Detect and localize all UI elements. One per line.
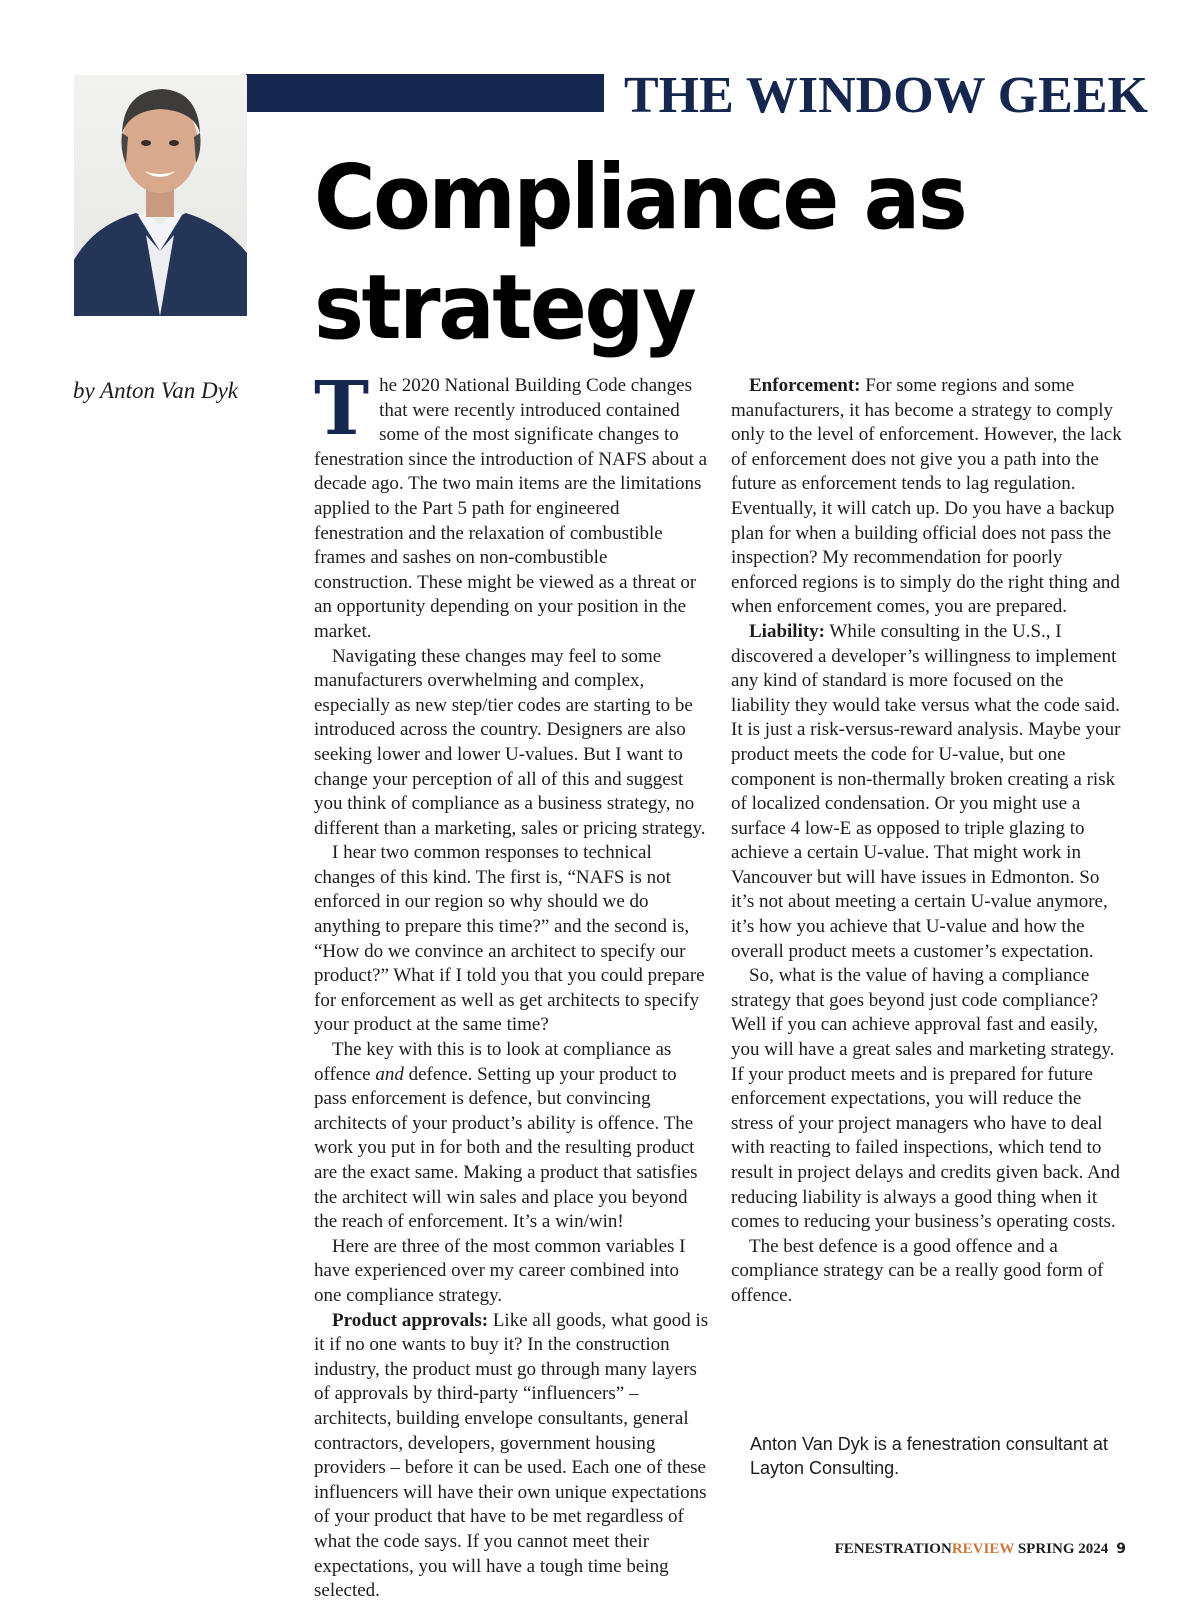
page-number: 9 — [1116, 1541, 1126, 1557]
article-paragraph: So, what is the value of having a compliance strategy that goes beyond just code compliance? Well if you can achieve approval fast and easily, you will have a great sales and marketing strategy. If your product meets and is prepared for future enforcement expectations, you will reduce the stress of your project managers who have to deal with reacting to failed inspections, which tend to result in project delays and credits given back. And reducing liability is always a good thing when it comes to reducing your business’s operating costs. — [731, 965, 1120, 1233]
article-headline: Compliance as strategy — [314, 145, 966, 360]
section-label: THE WINDOW GEEK — [624, 67, 1148, 124]
article-paragraph: Liability: While consulting in the U.S., I discovered a developer’s willingness to implement any kind of standard is more focused on the liability they would take versus what the code said. It is just a risk-versus-reward analysis. Maybe your product meets the code for U-value, but one component is non-thermally broken creating a risk of localized condensation. Or you might use a surface 4 low-E as opposed to triple glazing to achieve a certain U-value. That might work in Vancouver but will have issues in Edmonton. So it’s not about meeting a certain U-value anymore, it’s how you achieve that U-value and how the overall product meets a customer’s expectation. — [731, 620, 1121, 962]
footer-brand: FENESTRATION — [834, 1541, 952, 1557]
section-header-bar — [246, 74, 604, 112]
lead-in-enforcement: Enforcement: — [749, 375, 861, 396]
article-paragraph: The 2020 National Building Code changes that were recently introduced contained some of the most significate changes to fenestration since the introduction of NAFS about a decade ago. The two main items are the limitations applied to the Part 5 path for engineered fenestration and the relaxation of combustible frames and sashes on non-combustible construction. These might be viewed as a threat or an opportunity depending on your position in the market. — [314, 366, 708, 642]
lead-in-liability: Liability: — [749, 620, 826, 642]
footer-issue: SPRING 2024 — [1014, 1541, 1109, 1557]
article-paragraph: Product approvals: Like all goods, what good is it if no one wants to buy it? In the construction industry, the product must go through many layers of approvals by third-party “influencers” – architects, building envelope consultants, general contractors, developers, government housing providers – before it can be used. Each one of these influencers will have their own unique expectations of your product that have to be met regardless of what the code says. If you cannot meet their expectations, you will have a tough time being selected. — [314, 1309, 709, 1602]
lead-in-product-approvals: Product approvals: — [332, 1309, 489, 1331]
author-photo — [74, 75, 247, 316]
footer-brand-accent: REVIEW — [951, 1541, 1015, 1557]
drop-cap: T — [314, 366, 370, 452]
author-bio: Anton Van Dyk is a fenestration consultant at Layton Consulting. — [750, 1434, 1108, 1478]
article-paragraph: Navigating these changes may feel to some manufacturers overwhelming and complex, especially as new step/tier codes are starting to be introduced across the country. Designers are also seeking lower and lower U-values. But I want to change your perception of all of this and suggest you think of compliance as a business strategy, no different than a marketing, sales or pricing strategy. — [314, 645, 706, 839]
article-paragraph: Here are three of the most common variables I have experienced over my career combined into one compliance strategy. — [314, 1235, 686, 1306]
byline: by Anton Van Dyk — [73, 378, 239, 403]
article-column-right — [731, 374, 1127, 1309]
article-paragraph: The best defence is a good offence and a compliance strategy can be a really good form of offence. — [731, 1235, 1104, 1306]
article-column-left — [314, 366, 710, 1604]
page-footer — [835, 1540, 1126, 1558]
article-paragraph: The key with this is to look at compliance as offence and defence. Setting up your product to pass enforcement is defence, but convincing architects of your product’s ability is offence. The work you put in for both and the resulting product are the exact same. Making a product that satisfies the architect will win sales and place you beyond the reach of enforcement. It’s a win/win! — [314, 1039, 698, 1233]
article-paragraph: Enforcement: For some regions and some manufacturers, it has become a strategy to comply only to the level of enforcement. However, the lack of enforcement does not give you a path into the future as enforcement tends to lag regulation. Eventually, it will catch up. Do you have a backup plan for when a building official does not pass the inspection? My recommendation for poorly enforced regions is to simply do the right thing and when enforcement comes, you are prepared. — [731, 375, 1122, 618]
article-paragraph: I hear two common responses to technical changes of this kind. The first is, “NAFS is not enforced in our region so why should we do anything to prepare this time?” and the second is, “How do we convince an architect to specify our product?” What if I told you that you could prepare for enforcement as well as get architects to specify your product at the same time? — [314, 842, 705, 1036]
